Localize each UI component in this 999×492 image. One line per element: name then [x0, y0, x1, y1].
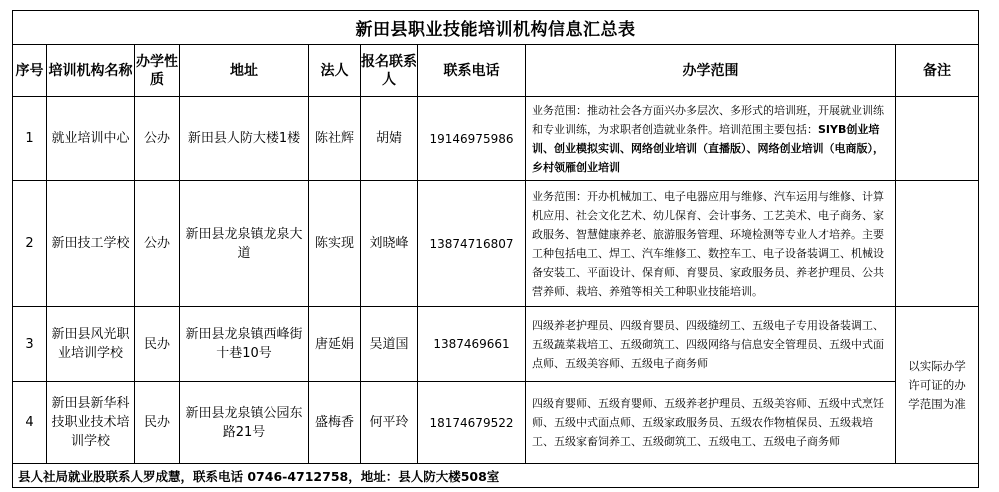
row-nature: 公办	[135, 97, 180, 181]
row-nature: 公办	[135, 181, 180, 307]
row-phone: 19146975986	[418, 97, 526, 181]
header-nature: 办学性质	[135, 45, 180, 97]
header-row	[13, 45, 979, 97]
header-phone: 联系电话	[418, 45, 526, 97]
table-row	[13, 97, 979, 181]
row-org: 新田县新华科技职业技术培训学校	[47, 382, 135, 464]
training-institutions-table	[12, 10, 979, 488]
row-index: 3	[13, 307, 47, 382]
row-contact: 吴道国	[361, 307, 418, 382]
row-org: 就业培训中心	[47, 97, 135, 181]
remarks-note: 以实际办学许可证的办学范围为准	[896, 307, 979, 464]
row-org: 新田技工学校	[47, 181, 135, 307]
header-remarks: 备注	[896, 45, 979, 97]
row-address: 新田县人防大楼1楼	[180, 97, 309, 181]
row-index: 4	[13, 382, 47, 464]
table-row	[13, 181, 979, 307]
row-phone: 18174679522	[418, 382, 526, 464]
row-org: 新田县风光职业培训学校	[47, 307, 135, 382]
row-address: 新田县龙泉镇西峰街十巷10号	[180, 307, 309, 382]
row-phone: 1387469661	[418, 307, 526, 382]
row-contact: 刘晓峰	[361, 181, 418, 307]
header-contact: 报名联系人	[361, 45, 418, 97]
header-legal: 法人	[309, 45, 361, 97]
row-address: 新田县龙泉镇公园东路21号	[180, 382, 309, 464]
row-legal: 陈社辉	[309, 97, 361, 181]
table-title: 新田县职业技能培训机构信息汇总表	[13, 11, 979, 45]
header-address: 地址	[180, 45, 309, 97]
row-nature: 民办	[135, 307, 180, 382]
row-scope	[526, 97, 896, 181]
scope-text: 业务范围：推动社会各方面兴办多层次、多形式的培训班，开展就业训练和专业训练，为求职者创造就业条件。培训范围主要包括：	[532, 103, 884, 136]
row-contact: 胡婧	[361, 97, 418, 181]
row-index: 2	[13, 181, 47, 307]
row-remarks-empty	[896, 181, 979, 307]
row-phone: 13874716807	[418, 181, 526, 307]
table-row	[13, 307, 979, 382]
info-summary-sheet	[12, 10, 978, 484]
header-org: 培训机构名称	[47, 45, 135, 97]
row-legal: 陈实现	[309, 181, 361, 307]
row-scope: 四级育婴师、五级育婴师、五级养老护理员、五级美容师、五级中式烹饪师、五级中式面点师、五级家政服务员、五级农作物植保员、五级栽培工、五级家畜饲养工、五级砌筑工、五级电工、五级电子商务师	[526, 382, 896, 464]
row-legal: 唐延娟	[309, 307, 361, 382]
scope-highlight: SIYB创业培训、创业模拟实训、网络创业培训（直播版）、网络创业培训（电商版），乡村领雁创业培训	[532, 122, 884, 174]
row-address: 新田县龙泉镇龙泉大道	[180, 181, 309, 307]
row-scope: 四级养老护理员、四级育婴员、四级缝纫工、五级电子专用设备装调工、五级蔬菜栽培工、五级砌筑工、四级网络与信息安全管理员、五级中式面点师、五级美容师、五级电子商务师	[526, 307, 896, 382]
row-index: 1	[13, 97, 47, 181]
table-row	[13, 382, 979, 464]
row-contact: 何平玲	[361, 382, 418, 464]
row-nature: 民办	[135, 382, 180, 464]
header-scope: 办学范围	[526, 45, 896, 97]
header-index: 序号	[13, 45, 47, 97]
row-legal: 盛梅香	[309, 382, 361, 464]
row-scope: 业务范围：开办机械加工、电子电器应用与维修、汽车运用与维修、计算机应用、社会文化艺术、幼儿保育、会计事务、工艺美术、电子商务、家政服务、智慧健康养老、旅游服务管理、环境检测等专业人才培养。主要工种包括电工、焊工、汽车维修工、数控车工、电子设备装调工、机械设备安装工、平面设计、保育师、育婴员、家政服务员、养老护理员、公共营养师、栽培、养殖等相关工种职业技能培训。	[526, 181, 896, 307]
row-remarks-empty	[896, 97, 979, 181]
contact-footer: 县人社局就业股联系人罗成慧，联系电话 0746-4712758，地址：县人防大楼508室	[13, 464, 979, 488]
